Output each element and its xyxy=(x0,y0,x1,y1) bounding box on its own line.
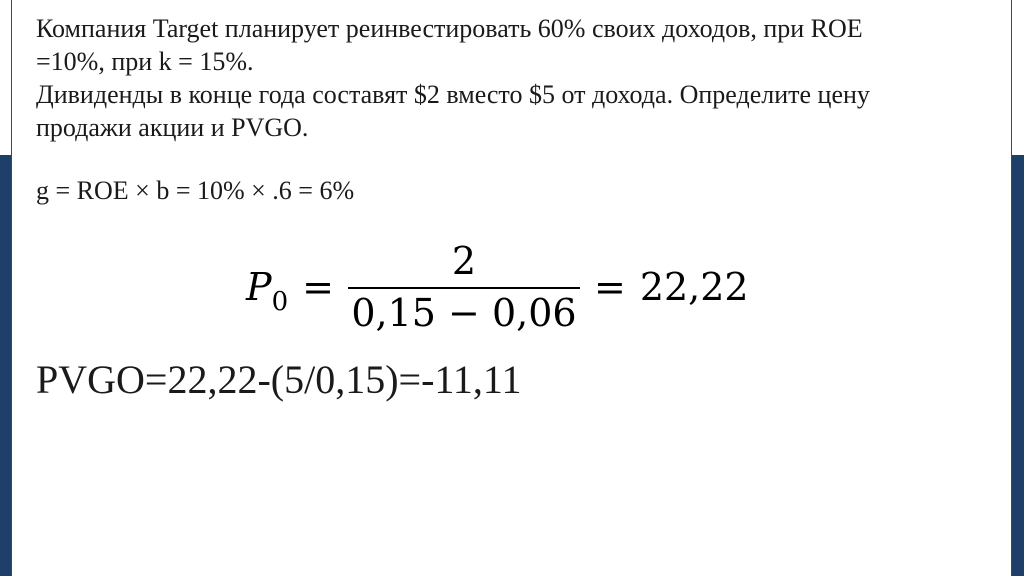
right-side-band xyxy=(1012,155,1024,576)
left-side-band xyxy=(0,155,11,576)
price-equation xyxy=(246,232,749,342)
fraction-denominator: 0,15 − 0,06 xyxy=(351,291,577,335)
fraction xyxy=(348,239,580,335)
equation-subscript: 0 xyxy=(271,287,289,317)
equation-result: 22,22 xyxy=(639,265,749,309)
equals-sign-2: = xyxy=(593,265,626,309)
growth-formula: g = ROE × b = 10% × .6 = 6% xyxy=(36,176,355,205)
left-frame-line xyxy=(11,0,12,576)
problem-line-1: Компания Target планирует реинвестировать 60% своих доходов, при ROE xyxy=(36,14,863,43)
problem-statement xyxy=(36,12,996,144)
pvgo-line: PVGO=22,22-(5/0,15)=-11,11 xyxy=(36,357,522,402)
equation-variable: P xyxy=(246,265,272,309)
problem-line-2: =10%, при k = 15%. xyxy=(36,47,254,76)
problem-line-4: продажи акции и PVGO. xyxy=(36,113,309,142)
fraction-numerator: 2 xyxy=(451,239,477,283)
problem-line-3: Дивиденды в конце года составят $2 вместо $5 от дохода. Определите цену xyxy=(36,80,870,109)
equation-lhs xyxy=(246,265,289,317)
equals-sign-1: = xyxy=(302,265,334,309)
